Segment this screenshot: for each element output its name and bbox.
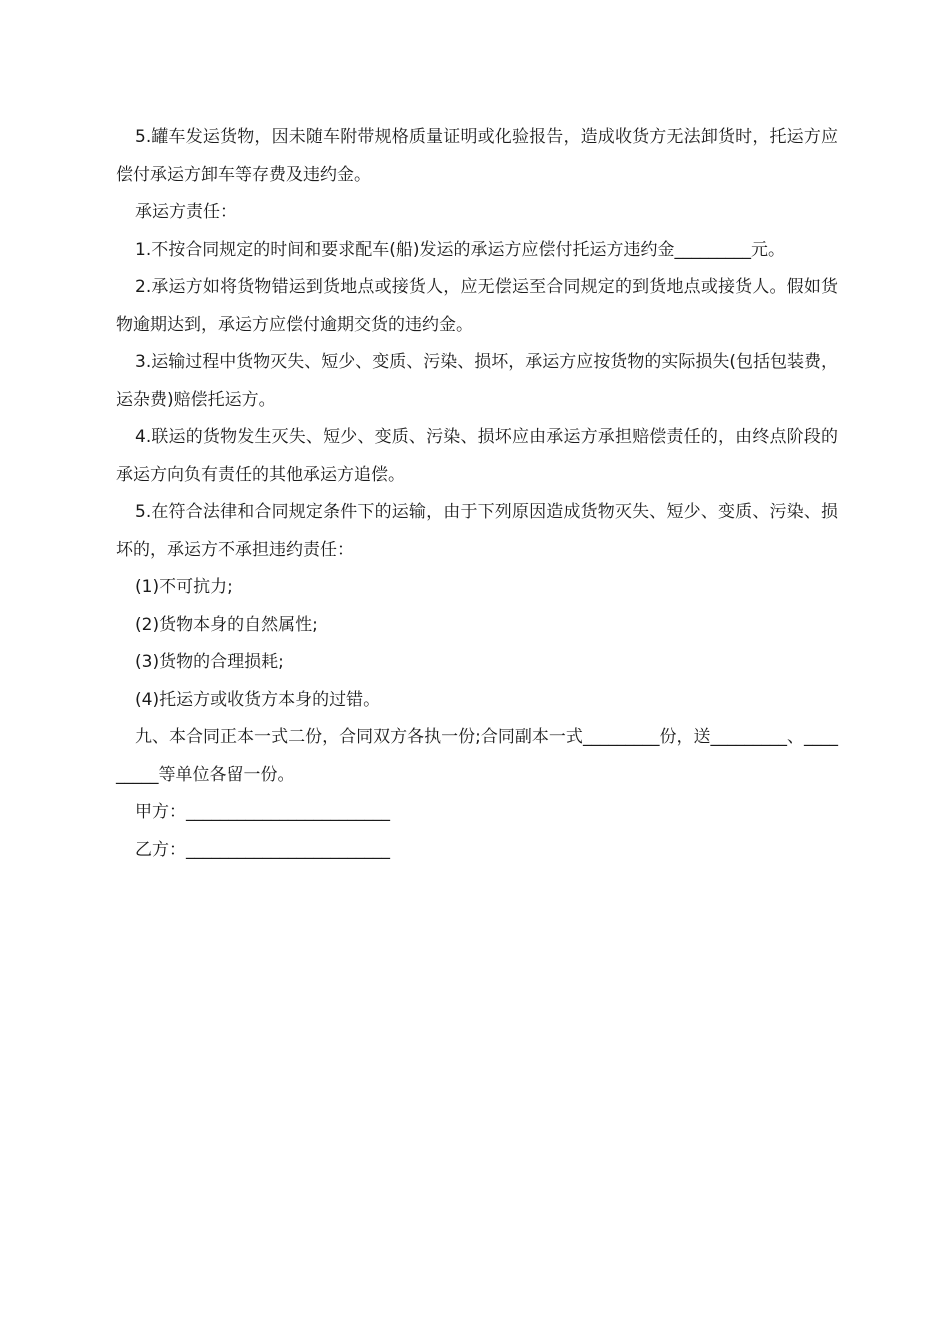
clause-carrier-4: 4.联运的货物发生灭失、短少、变质、污染、损坏应由承运方承担赔偿责任的，由终点阶段的承运方向负有责任的其他承运方追偿。 [116,427,838,485]
document-page [116,119,838,869]
exemption-item-4: (4)托运方或收货方本身的过错。 [135,689,381,710]
clause-carrier-2: 2.承运方如将货物错运到货地点或接货人，应无偿运至合同规定的到货地点或接货人。假如货物逾期达到，承运方应偿付逾期交货的违约金。 [116,277,838,335]
carrier-liability-heading: 承运方责任： [135,202,237,222]
clause-nine-copies: 九、本合同正本一式二份，合同双方各执一份;合同副本一式_________份，送_________、_________等单位各留一份。 [116,727,838,785]
exemption-item-3: (3)货物的合理损耗; [135,652,284,672]
clause-carrier-5: 5.在符合法律和合同规定条件下的运输，由于下列原因造成货物灭失、短少、变质、污染、损坏的，承运方不承担违约责任： [116,502,838,560]
clause-carrier-1: 1.不按合同规定的时间和要求配车(船)发运的承运方应偿付托运方违约金_________元。 [135,239,785,260]
clause-carrier-3: 3.运输过程中货物灭失、短少、变质、污染、损坏，承运方应按货物的实际损失(包括包装费，运杂费)赔偿托运方。 [116,352,838,410]
exemption-item-1: (1)不可抗力; [135,577,233,597]
exemption-item-2: (2)货物本身的自然属性; [135,614,318,635]
party-a-signature-line: 甲方：________________________ [135,802,390,822]
party-b-signature-line: 乙方：________________________ [135,839,390,860]
clause-tank-car-shipment: 5.罐车发运货物，因未随车附带规格质量证明或化验报告，造成收货方无法卸货时，托运方应偿付承运方卸车等存费及违约金。 [116,127,838,185]
